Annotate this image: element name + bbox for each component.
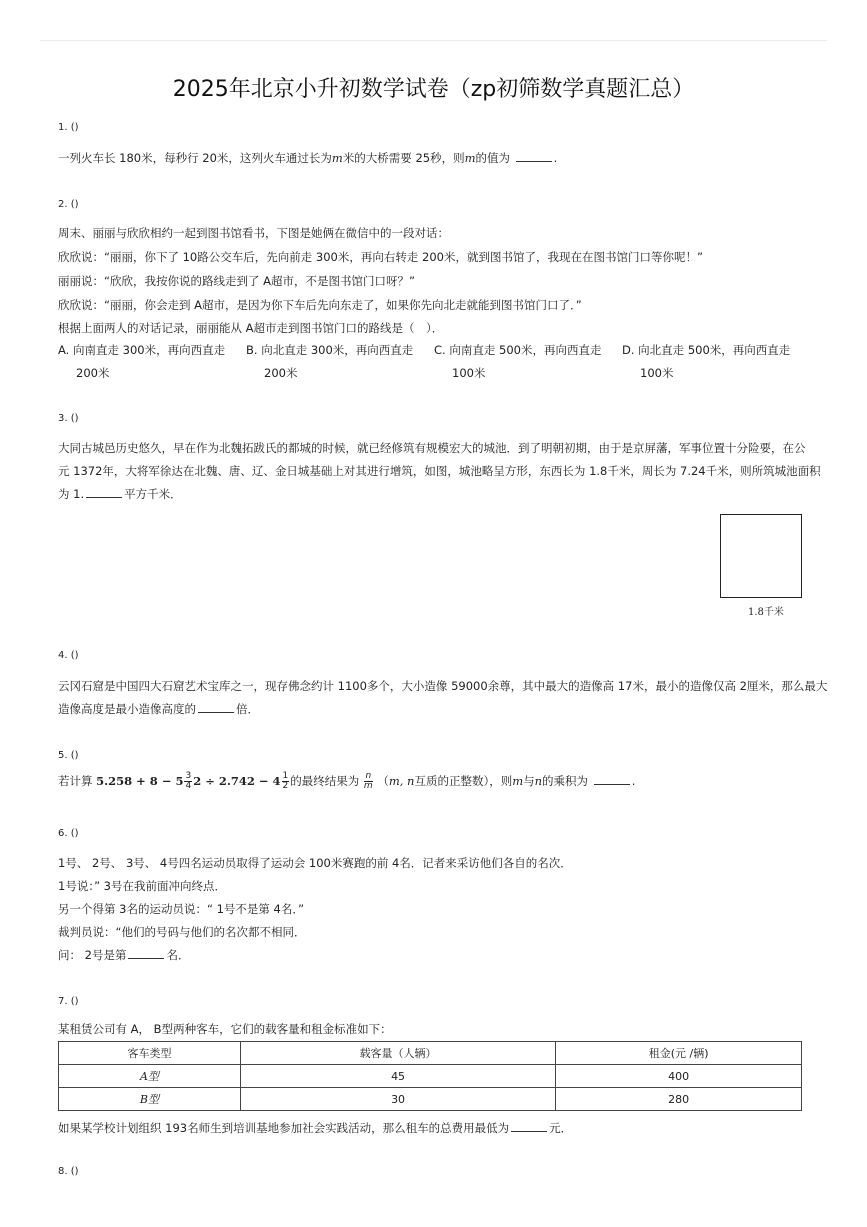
question-1-text: 一列火车长 180米，每秒行 20米，这列火车通过长为m米的大桥需要 25秒，则m的值为 . (58, 151, 558, 165)
question-number-4: 4. () (58, 650, 79, 661)
answer-blank[interactable] (86, 487, 122, 498)
question-2-line-5: 根据上面两人的对话记录，丽丽能从 A超市走到图书馆门口的路线是（ ）． (58, 321, 444, 335)
table-cell: A型 (59, 1065, 241, 1088)
question-number-2: 2. () (58, 199, 79, 210)
answer-blank[interactable] (511, 1121, 547, 1132)
table-header-cell: 客车类型 (59, 1042, 241, 1065)
question-number-6: 6. () (58, 828, 79, 839)
question-4-line-2: 造像高度是最小造像高度的 倍． (58, 702, 259, 716)
option-d-cont: 100米 (640, 366, 674, 380)
question-3-line-1: 大同古城邑历史悠久，早在作为北魏拓跋氏的都城的时候，就已经修筑有规模宏大的城池．到了明朝初期，由于是京屏藩，军事位置十分险要，在公 (58, 441, 806, 455)
table-header-cell: 租金(元 /辆) (556, 1042, 802, 1065)
fraction-3-4: $\frac{3}{4}$ (185, 771, 192, 791)
question-6-line-3: 另一个得第 3名的运动员说：“ 1号不是第 4名．” (58, 902, 305, 916)
question-6-line-4: 裁判员说：“他们的号码与他们的名次都不相同． (58, 925, 306, 939)
table-cell: 400 (556, 1065, 802, 1088)
option-c[interactable]: C. 向南直走 500米，再向西直走 (434, 343, 602, 357)
answer-blank[interactable] (516, 151, 552, 162)
question-5-text: 若计算 5.258 + 8 − 5 $\frac{3}{4}$ 2 ÷ 2.742 − 4 $\frac{1}{2}$ 的最终结果为 $\frac{n}{m}$ （m, n互质的正整数），则m与n的乘积为 . (58, 771, 636, 791)
option-c-cont: 100米 (452, 366, 486, 380)
question-6-line-2: 1号说：” 3号在我前面冲向终点． (58, 879, 226, 893)
answer-blank[interactable] (198, 702, 234, 713)
answer-blank[interactable] (594, 774, 630, 785)
question-number-5: 5. () (58, 750, 79, 761)
question-4-line-1: 云冈石窟是中国四大石窟艺术宝库之一，现存佛念约计 1100多个，大小造像 59000余尊，其中最大的造像高 17米，最小的造像仅高 2厘米，那么最大 (58, 679, 828, 693)
page-title: 2025年北京小升初数学试卷（zp初筛数学真题汇总） (172, 77, 695, 102)
question-7-after: 如果某学校计划组织 193名师生到培训基地参加社会实践活动，那么租车的总费用最低为 元． (58, 1121, 573, 1135)
question-2-line-1: 周末、丽丽与欣欣相约一起到图书馆看书，下图是她俩在微信中的一段对话： (58, 226, 449, 240)
question-2-line-2: 欣欣说：“丽丽，你下了 10路公交车后，先向前走 300米，再向右转走 200米，就到图书馆了，我现在在图书馆门口等你呢！” (58, 250, 703, 264)
table-header-cell: 载客量（人辆） (240, 1042, 555, 1065)
option-d[interactable]: D. 向北直走 500米，再向西直走 (622, 343, 791, 357)
question-2-line-4: 欣欣说：“丽丽，你会走到 A超市，是因为你下车后先向东走了，如果你先向北走就能到图书馆门口了．” (58, 298, 582, 312)
question-3-line-2: 元 1372年，大将军徐达在北魏、唐、辽、金日城基础上对其进行增筑，如图，城池略呈方形，东西长为 1.8千米，周长为 7.24千米，则所筑城池面积 (58, 464, 821, 478)
question-number-1: 1. () (58, 122, 79, 133)
fraction-1-2: $\frac{1}{2}$ (282, 771, 289, 791)
fraction-n-m: $\frac{n}{m}$ (363, 771, 373, 791)
option-b[interactable]: B. 向北直走 300米，再向西直走 (246, 343, 414, 357)
question-7-intro: 某租赁公司有 A， B型两种客车，它们的载客量和租金标准如下： (58, 1022, 392, 1036)
answer-blank[interactable] (128, 948, 164, 959)
table-cell: 280 (556, 1088, 802, 1111)
question-6-line-1: 1号、 2号、 3号、 4号四名运动员取得了运动会 100米赛跑的前 4名．记者来采访他们各自的名次． (58, 856, 572, 870)
question-3-line-3: 为 1. 平方千米． (58, 487, 182, 501)
question-number-8: 8. () (58, 1166, 79, 1177)
table-row (59, 1088, 802, 1111)
question-number-7: 7. () (58, 996, 79, 1007)
question-2-line-3: 丽丽说：“欣欣，我按你说的路线走到了 A超市，不是图书馆门口呀？” (58, 274, 415, 288)
table-row (59, 1065, 802, 1088)
header-divider (40, 40, 827, 41)
option-a-cont: 200米 (76, 366, 110, 380)
option-b-cont: 200米 (264, 366, 298, 380)
table-cell: 45 (240, 1065, 555, 1088)
rental-table (58, 1041, 802, 1111)
city-square-figure (720, 514, 802, 598)
question-number-3: 3. () (58, 413, 79, 424)
table-cell: 30 (240, 1088, 555, 1111)
figure-label: 1.8千米 (748, 607, 784, 618)
question-6-line-5: 问： 2号是第 名． (58, 948, 190, 962)
table-cell: B型 (59, 1088, 241, 1111)
table-header-row (59, 1042, 802, 1065)
option-a[interactable]: A. 向南直走 300米，再向西直走 (58, 343, 226, 357)
